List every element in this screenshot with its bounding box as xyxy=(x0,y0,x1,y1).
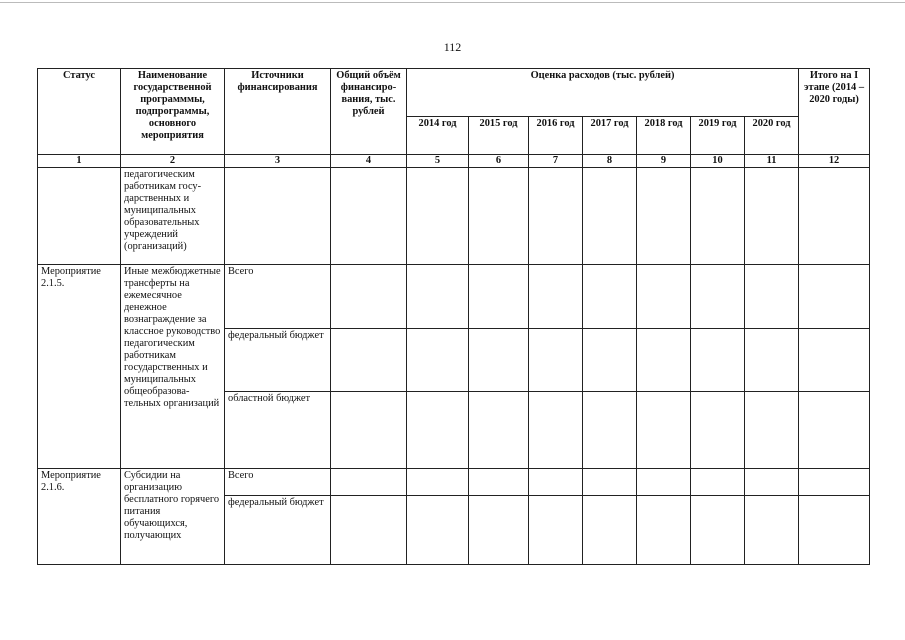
header-stage-total: Итого на I этапе (2014 – 2020 годы) xyxy=(799,69,870,155)
value-cell xyxy=(637,496,691,565)
column-number: 4 xyxy=(331,155,407,168)
value-cell xyxy=(407,392,469,469)
value-cell xyxy=(799,329,870,392)
value-cell xyxy=(331,392,407,469)
value-cell xyxy=(745,392,799,469)
value-cell xyxy=(583,329,637,392)
value-cell xyxy=(407,496,469,565)
header-year-2014: 2014 год xyxy=(407,117,469,155)
value-cell xyxy=(745,168,799,265)
value-cell xyxy=(469,469,529,496)
value-cell xyxy=(331,168,407,265)
column-number-row xyxy=(38,155,870,168)
value-cell xyxy=(407,168,469,265)
value-cell xyxy=(799,469,870,496)
status-cell xyxy=(38,168,121,265)
value-cell xyxy=(637,469,691,496)
status-cell: Мероприятие 2.1.5. xyxy=(38,265,121,469)
value-cell xyxy=(331,265,407,329)
value-cell xyxy=(529,168,583,265)
value-cell xyxy=(691,329,745,392)
column-number: 3 xyxy=(225,155,331,168)
value-cell xyxy=(691,168,745,265)
value-cell xyxy=(583,168,637,265)
scan-top-edge xyxy=(0,2,905,3)
value-cell xyxy=(583,265,637,329)
value-cell xyxy=(407,469,469,496)
status-cell: Мероприятие 2.1.6. xyxy=(38,469,121,565)
source-cell: федеральный бюджет xyxy=(225,496,331,565)
value-cell xyxy=(331,469,407,496)
column-number: 5 xyxy=(407,155,469,168)
column-number: 6 xyxy=(469,155,529,168)
header-year-2016: 2016 год xyxy=(529,117,583,155)
value-cell xyxy=(799,168,870,265)
value-cell xyxy=(469,496,529,565)
header-year-2020: 2020 год xyxy=(745,117,799,155)
header-row-1 xyxy=(38,69,870,117)
column-number: 9 xyxy=(637,155,691,168)
header-year-2015: 2015 год xyxy=(469,117,529,155)
header-sources: Источники финансирования xyxy=(225,69,331,155)
value-cell xyxy=(583,496,637,565)
column-number: 2 xyxy=(121,155,225,168)
column-number: 10 xyxy=(691,155,745,168)
value-cell xyxy=(745,496,799,565)
value-cell xyxy=(637,265,691,329)
name-cell: Иные межбюджетные трансферты на ежемесячное денежное вознаграждение за классное руководство педагогическим работникам государственных и муниципальных общеобразова-тельных организаций xyxy=(121,265,225,469)
source-cell: Всего xyxy=(225,469,331,496)
value-cell xyxy=(691,496,745,565)
column-number: 8 xyxy=(583,155,637,168)
header-year-2019: 2019 год xyxy=(691,117,745,155)
header-year-2017: 2017 год xyxy=(583,117,637,155)
value-cell xyxy=(529,329,583,392)
value-cell xyxy=(799,265,870,329)
value-cell xyxy=(637,392,691,469)
value-cell xyxy=(583,469,637,496)
value-cell xyxy=(407,265,469,329)
column-number: 1 xyxy=(38,155,121,168)
source-cell: областной бюджет xyxy=(225,392,331,469)
value-cell xyxy=(745,265,799,329)
value-cell xyxy=(331,329,407,392)
source-cell: Всего xyxy=(225,265,331,329)
page-number: 112 xyxy=(443,40,462,54)
value-cell xyxy=(637,329,691,392)
value-cell xyxy=(691,265,745,329)
value-cell xyxy=(691,469,745,496)
table-row-event-215-total xyxy=(38,265,870,329)
budget-table xyxy=(37,68,870,565)
value-cell xyxy=(799,496,870,565)
value-cell xyxy=(469,168,529,265)
value-cell xyxy=(583,392,637,469)
source-cell xyxy=(225,168,331,265)
header-total: Общий объём финансиро-вания, тыс. рублей xyxy=(331,69,407,155)
value-cell xyxy=(745,469,799,496)
header-cost: Оценка расходов (тыс. рублей) xyxy=(407,69,799,117)
name-cell: педагогическим работникам госу-дарственных и муниципальных образовательных учреждений (организаций) xyxy=(121,168,225,265)
value-cell xyxy=(529,496,583,565)
table-row-event-216-total xyxy=(38,469,870,496)
value-cell xyxy=(331,496,407,565)
value-cell xyxy=(469,265,529,329)
value-cell xyxy=(469,392,529,469)
column-number: 11 xyxy=(745,155,799,168)
value-cell xyxy=(407,329,469,392)
source-cell: федеральный бюджет xyxy=(225,329,331,392)
column-number: 12 xyxy=(799,155,870,168)
value-cell xyxy=(637,168,691,265)
value-cell xyxy=(529,392,583,469)
value-cell xyxy=(529,469,583,496)
value-cell xyxy=(469,329,529,392)
header-status: Статус xyxy=(38,69,121,155)
value-cell xyxy=(745,329,799,392)
table-row-continuation xyxy=(38,168,870,265)
value-cell xyxy=(691,392,745,469)
value-cell xyxy=(529,265,583,329)
value-cell xyxy=(799,392,870,469)
name-cell: Субсидии на организацию бесплатного горячего питания обучающихся, получающих xyxy=(121,469,225,565)
header-name: Наименование государственной программмы, подпрограммы, основного мероприятия xyxy=(121,69,225,155)
column-number: 7 xyxy=(529,155,583,168)
header-year-2018: 2018 год xyxy=(637,117,691,155)
